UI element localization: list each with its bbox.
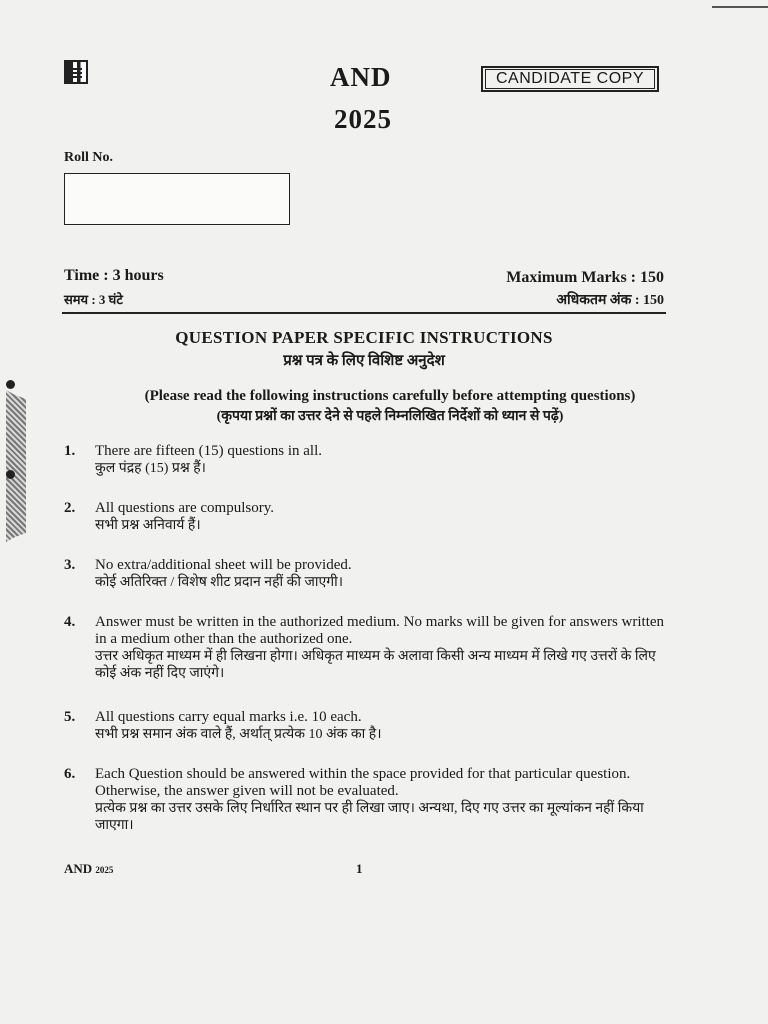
edge-mark (712, 6, 768, 8)
instruction-text-english: All questions carry equal marks i.e. 10 each. (95, 709, 362, 725)
instruction-text-hindi: उत्तर अधिकृत माध्यम में ही लिखना होगा। अधिकृत माध्यम के अलावा किसी अन्य माध्यम में लिखे गए उत्तरों के लिए कोई अंक नहीं दिए जाएंगे। (95, 649, 656, 681)
subject-code: AND (330, 62, 392, 92)
punch-hole-icon (6, 380, 15, 389)
instruction-item (64, 766, 668, 846)
instructions-title-english: QUESTION PAPER SPECIFIC INSTRUCTIONS (175, 328, 553, 347)
page-number: 1 (356, 861, 363, 876)
instruction-text-english: All questions are compulsory. (95, 500, 274, 516)
instruction-number: 1. (64, 443, 76, 459)
binding-strip (6, 390, 26, 542)
qr-code-icon (64, 60, 88, 84)
instruction-number: 4. (64, 614, 76, 630)
instruction-text-english: There are fifteen (15) questions in all. (95, 443, 322, 459)
instruction-item (64, 557, 668, 597)
instruction-item (64, 500, 668, 540)
footer-subject-code: AND (64, 861, 93, 876)
instruction-item (64, 614, 668, 694)
instructions-title-hindi: प्रश्न पत्र के लिए विशिष्ट अनुदेश (283, 353, 445, 369)
instruction-number: 5. (64, 709, 76, 725)
instruction-text-hindi: कुल पंद्रह (15) प्रश्न हैं। (95, 461, 206, 476)
roll-number-label: Roll No. (64, 150, 113, 165)
candidate-copy-label: CANDIDATE COPY (485, 69, 655, 89)
instruction-number: 6. (64, 766, 76, 782)
instruction-text-hindi: प्रत्येक प्रश्न का उत्तर उसके लिए निर्धारित स्थान पर ही लिखा जाए। अन्यथा, दिए गए उत्तर का मूल्यांकन नहीं किया जाएगा। (95, 801, 644, 833)
instruction-text-hindi: सभी प्रश्न समान अंक वाले हैं, अर्थात् प्रत्येक 10 अंक का है। (95, 727, 382, 742)
roll-number-box[interactable] (64, 173, 290, 225)
footer-code (64, 861, 113, 877)
read-carefully-hindi: (कृपया प्रश्नों का उत्तर देने से पहले निम्नलिखित निर्देशों को ध्यान से पढ़ें) (216, 409, 564, 424)
instruction-text-hindi: सभी प्रश्न अनिवार्य हैं। (95, 518, 201, 533)
exam-year: 2025 (334, 104, 392, 134)
instruction-text-hindi: कोई अतिरिक्त / विशेष शीट प्रदान नहीं की जाएगी। (95, 575, 344, 590)
divider (62, 312, 666, 314)
max-marks-english: Maximum Marks : 150 (506, 269, 664, 286)
footer-year: 2025 (95, 865, 114, 875)
instruction-text-english: Each Question should be answered within the space provided for that particular question. Otherwise, the answer given will not be evaluated. (95, 766, 631, 799)
time-hindi: समय : 3 घंटे (64, 292, 123, 307)
candidate-copy-stamp (481, 66, 659, 92)
instruction-text-english: No extra/additional sheet will be provided. (95, 557, 352, 573)
punch-hole-icon (6, 470, 15, 479)
instruction-text-english: Answer must be written in the authorized medium. No marks will be given for answers written in a medium other than the authorized one. (95, 614, 665, 647)
time-english: Time : 3 hours (64, 267, 164, 284)
instruction-item (64, 709, 668, 749)
instruction-number: 3. (64, 557, 76, 573)
read-carefully-english: (Please read the following instructions carefully before attempting questions) (144, 388, 636, 404)
instruction-item (64, 443, 668, 483)
max-marks-hindi: अधिकतम अंक : 150 (556, 293, 664, 308)
instruction-number: 2. (64, 500, 76, 516)
